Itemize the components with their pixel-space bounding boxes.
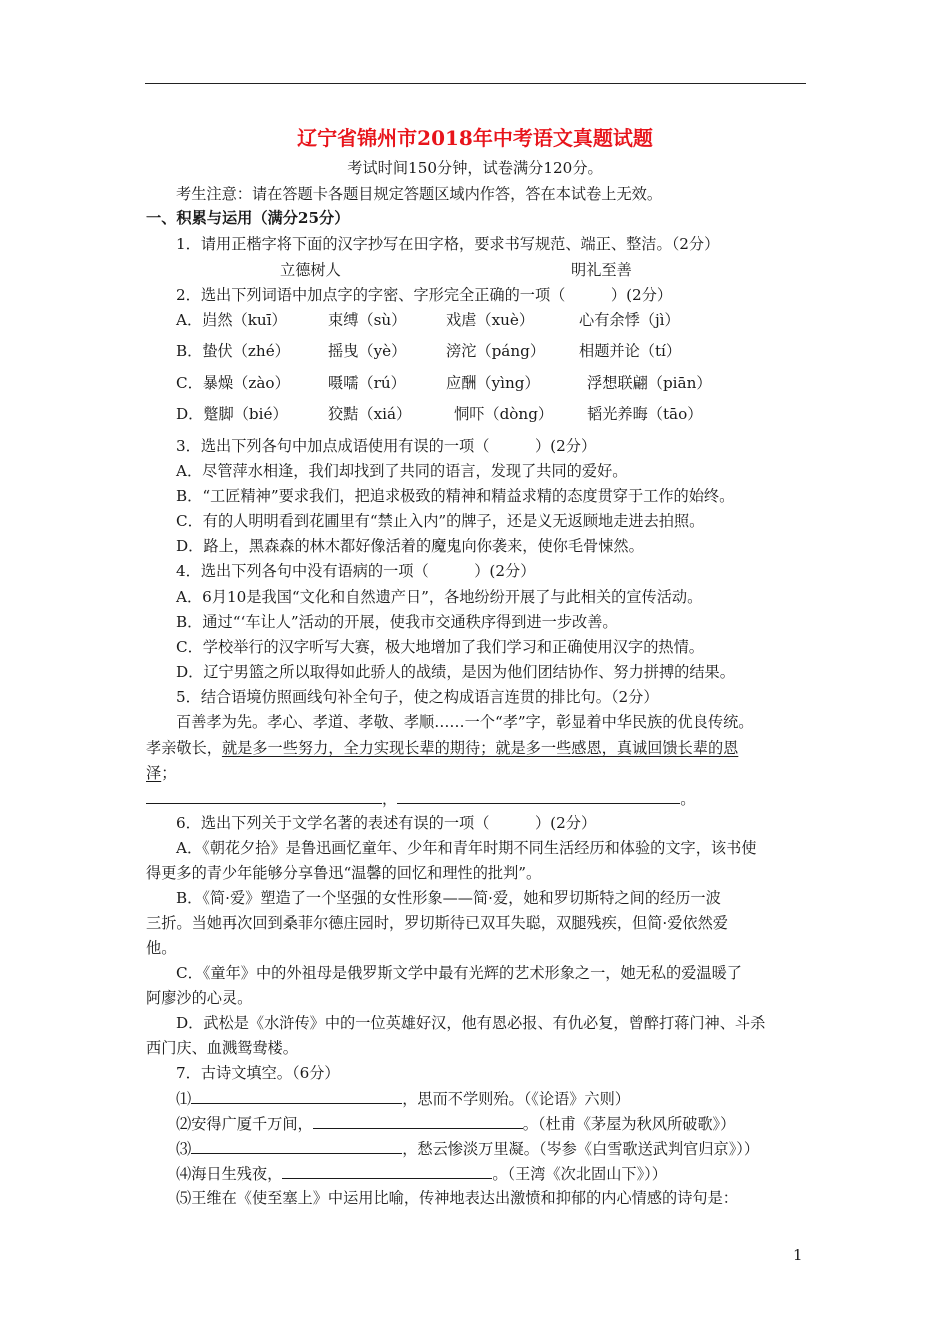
q7-item-3-number: ⑶ [176, 1140, 192, 1158]
q7-item-1-number: ⑴ [176, 1090, 192, 1108]
q2-option-b-2: 摇曳（yè） [328, 342, 407, 360]
question-4-stem: 4．选出下列各句中没有语病的一项（ ）(2分） [176, 562, 536, 580]
q7-item-1-blank[interactable] [191, 1088, 402, 1104]
q1-phrase-2: 明礼至善 [571, 261, 632, 279]
q5-answer-blank-2[interactable] [397, 788, 680, 804]
q7-item-5: ⑸王维在《使至塞上》中运用比喻，传神地表达出激愤和抑郁的内心情感的诗句是： [176, 1189, 738, 1207]
q5-underlined-sentence: 就是多一些努力，全力实现长辈的期待；就是多一些感恩，真诚回馈长辈的恩 [221, 739, 739, 757]
q2-option-d-1: D．蹩脚（bié） [176, 405, 288, 423]
q6-option-b-line-3: 他。 [146, 939, 177, 957]
q6-option-c-line-1: C．《童年》中的外祖母是俄罗斯文学中最有光辉的艺术形象之一，她无私的爱温暖了 [176, 964, 742, 982]
q7-item-2-text-after: 。（杜甫《茅屋为秋风所破歌》） [522, 1115, 736, 1133]
q7-item-2-blank[interactable] [313, 1113, 523, 1129]
q7-item-2-text-before: ⑵安得广厦千万间， [176, 1115, 313, 1133]
q6-option-d-line-1: D．武松是《水浒传》中的一位英雄好汉，他有恩必报、有仇必复，曾醉打蒋门神、斗杀 [176, 1014, 766, 1032]
q3-option-c: C．有的人明明看到花圃里有“禁止入内”的牌子，还是义无返顾地走进去拍照。 [176, 512, 705, 530]
q7-item-4-text-before: ⑷海日生残夜， [176, 1165, 283, 1183]
q5-passage-plain: 孝亲敬长， [146, 739, 222, 757]
exam-info: 考试时间150分钟，试卷满分120分。 [347, 159, 603, 177]
q5-passage-line-3 [146, 763, 176, 783]
question-1-stem: 1．请用正楷字将下面的汉字抄写在田字格，要求书写规范、端正、整洁。（2分） [176, 235, 720, 253]
q6-option-c-line-2: 阿廖沙的心灵。 [146, 989, 253, 1007]
q2-option-d-3: 恫吓（dòng） [454, 405, 554, 423]
q5-semicolon: ； [161, 764, 177, 782]
q3-option-a: A．尽管萍水相逢，我们却找到了共同的语言，发现了共同的爱好。 [176, 462, 628, 480]
q5-answer-line [146, 788, 695, 809]
q2-option-a-3: 戏虐（xuè） [446, 311, 535, 329]
q7-item-1 [176, 1088, 630, 1109]
q5-answer-blank-1[interactable] [146, 788, 382, 804]
question-5-stem: 5．结合语境仿照画线句补全句子，使之构成语言连贯的排比句。（2分） [176, 688, 659, 706]
q5-passage-line-2 [146, 738, 738, 758]
q4-option-b: B．通过“‘车让人”活动的开展，使我市交通秩序得到进一步改善。 [176, 613, 618, 631]
q7-item-2 [176, 1113, 735, 1134]
q7-item-3-blank[interactable] [191, 1138, 402, 1154]
q7-item-4 [176, 1163, 667, 1184]
question-2-stem: 2．选出下列词语中加点字的字密、字形完全正确的一项（ ）(2分） [176, 286, 673, 304]
q5-underlined-end: 泽 [146, 764, 162, 782]
q6-option-d-line-2: 西门庆、血溅鸳鸯楼。 [146, 1039, 298, 1057]
q2-option-b-3: 滂沱（páng） [446, 342, 546, 360]
q5-period: 。 [680, 790, 696, 808]
page-title: 辽宁省锦州市2018年中考语文真题试题 [297, 126, 653, 150]
q7-item-4-blank[interactable] [282, 1163, 492, 1179]
q6-option-b-line-1: B．《简·爱》塑造了一个坚强的女性形象——简·爱，她和罗切斯特之间的经历一波 [176, 889, 721, 907]
q2-option-d-4: 韬光养晦（tāo） [587, 405, 703, 423]
q7-item-1-text: ，思而不学则殆。（《论语》六则） [402, 1090, 630, 1108]
q7-item-4-text-after: 。（王湾《次北固山下》）） [492, 1165, 667, 1183]
q2-option-c-4: 浮想联翩（piān） [587, 374, 712, 392]
question-3-stem: 3．选出下列各句中加点成语使用有误的一项（ ）(2分） [176, 437, 597, 455]
q2-option-d-2: 狡黠（xiá） [328, 405, 412, 423]
q2-option-c-3: 应酬（yìng） [446, 374, 540, 392]
q4-option-a: A．6月10是我国“文化和自然遗产日”，各地纷纷开展了与此相关的宣传活动。 [176, 588, 703, 606]
question-7-stem: 7．古诗文填空。（6分） [176, 1064, 340, 1082]
exam-notice: 考生注意：请在答题卡各题目规定答题区域内作答，答在本试卷上无效。 [176, 185, 662, 203]
q6-option-a-line-2: 得更多的青少年能够分享鲁迅“温馨的回忆和理性的批判”。 [146, 864, 542, 882]
q7-item-3-text: ，愁云惨淡万里凝。（岑参《白雪歌送武判官归京》）） [402, 1140, 760, 1158]
q3-option-d: D．路上，黑森森的林木都好像活着的魔鬼向你袭来，使你毛骨悚然。 [176, 537, 644, 555]
q6-option-a-line-1: A．《朝花夕拾》是鲁迅画忆童年、少年和青年时期不同生活经历和体验的文字，该书使 [176, 839, 757, 857]
header-rule [145, 83, 806, 84]
q3-option-b: B．“工匠精神”要求我们，把追求极致的精神和精益求精的态度贯穿于工作的始终。 [176, 487, 735, 505]
q2-option-b-4: 相题并论（tí） [579, 342, 682, 360]
q2-option-c-1: C．暴燥（zào） [176, 374, 290, 392]
page-number: 1 [793, 1246, 803, 1264]
q2-option-a-2: 束缚（sù） [328, 311, 407, 329]
q7-item-3 [176, 1138, 759, 1159]
question-6-stem: 6．选出下列关于文学名著的表述有误的一项（ ）(2分） [176, 814, 597, 832]
q2-option-b-1: B．蛰伏（zhé） [176, 342, 290, 360]
q1-phrase-1: 立德树人 [280, 261, 341, 279]
section-heading: 一、积累与运用（满分25分） [146, 209, 350, 227]
q2-option-a-4: 心有余悸（jì） [579, 311, 680, 329]
q2-option-a-1: A．岿然（kuī） [176, 311, 287, 329]
q5-passage-line-1: 百善孝为先。孝心、孝道、孝敬、孝顺……一个“孝”字，彰显着中华民族的优良传统。 [176, 713, 754, 731]
q5-comma: ， [382, 790, 398, 808]
q6-option-b-line-2: 三折。当她再次回到桑菲尔德庄园时，罗切斯待已双耳失聪，双腿残疾，但简·爱依然爱 [146, 914, 728, 932]
q2-option-c-2: 嗫嚅（rú） [328, 374, 406, 392]
q4-option-d: D．辽宁男篮之所以取得如此骄人的战绩，是因为他们团结协作、努力拼搏的结果。 [176, 663, 735, 681]
q4-option-c: C．学校举行的汉字听写大赛，极大地增加了我们学习和正确使用汉字的热情。 [176, 638, 704, 656]
